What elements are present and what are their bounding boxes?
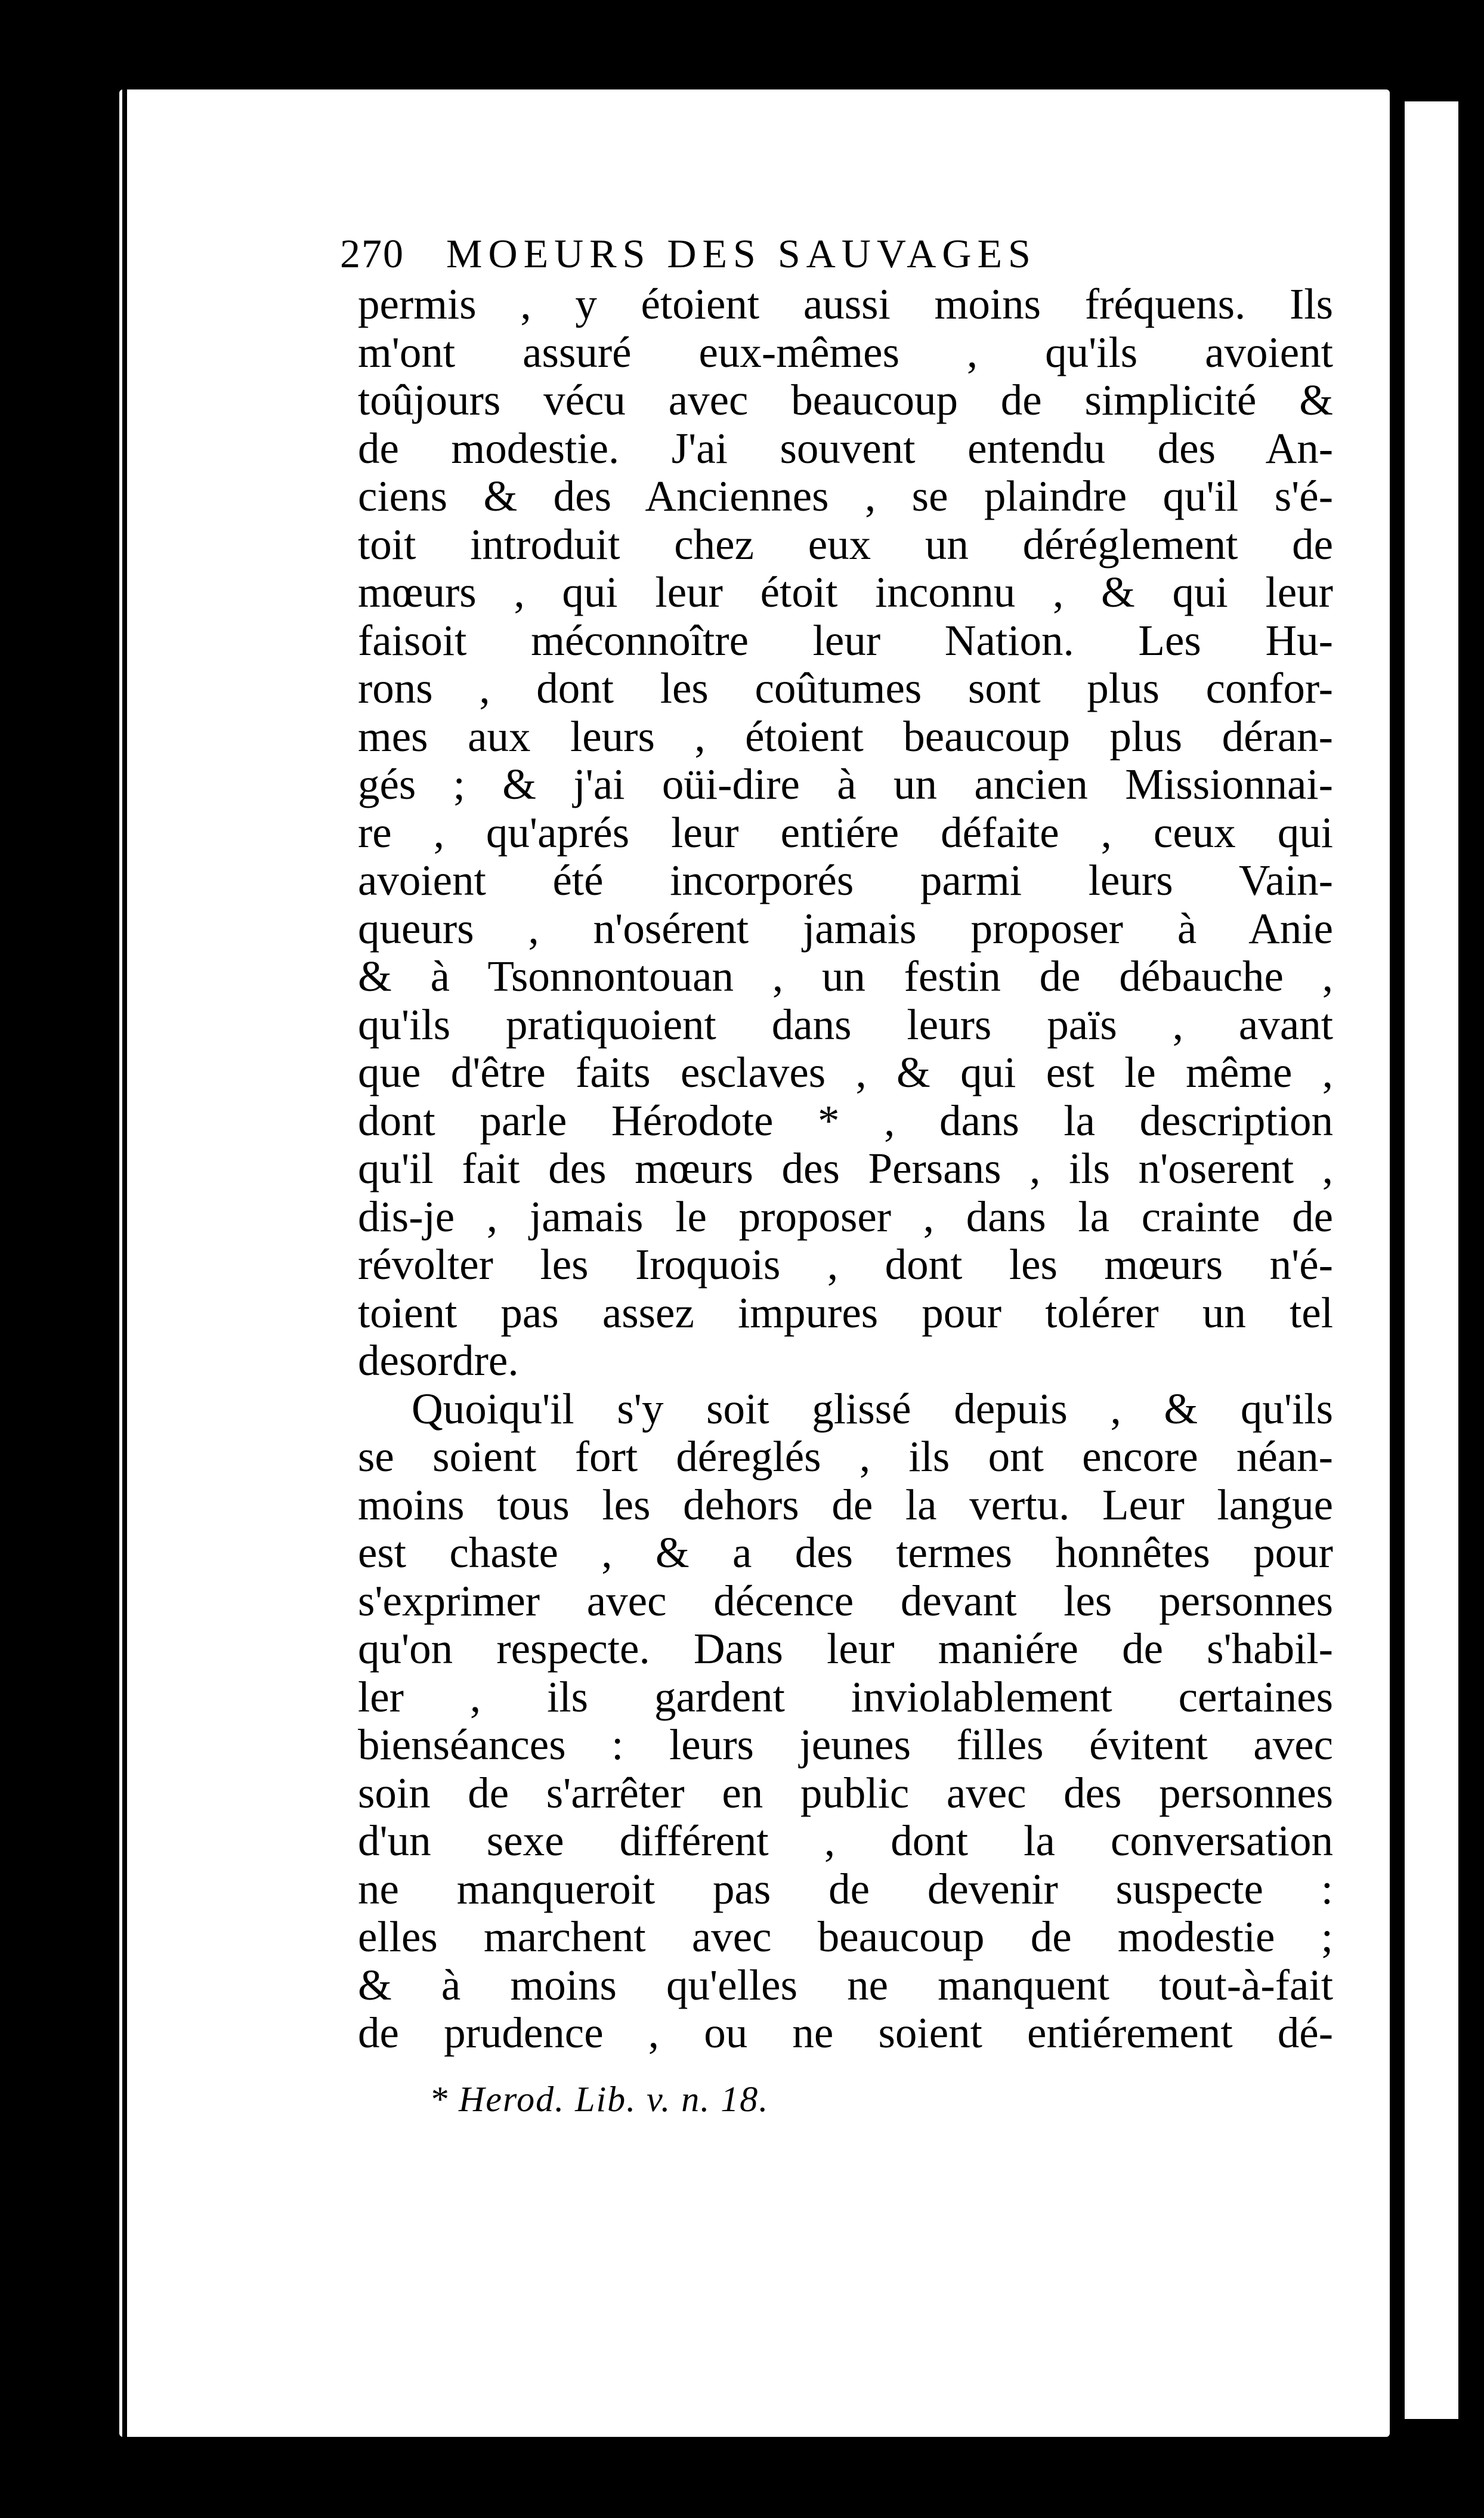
text-line: ler , ils gardent inviolablement certaines [358, 1673, 1333, 1721]
text-line: d'un sexe différent , dont la conversation [358, 1817, 1333, 1865]
text-line: dis-je , jamais le proposer , dans la crainte de [358, 1192, 1333, 1241]
text-line: soin de s'arrêter en public avec des personnes [358, 1769, 1333, 1817]
text-line: gés ; & j'ai oüi-dire à un ancien Missionnai- [358, 761, 1333, 808]
text-line: mœurs , qui leur étoit inconnu , & qui leur [358, 569, 1333, 616]
text-line: faisoit méconnoître leur Nation. Les Hu- [358, 616, 1333, 665]
text-line: ne manqueroit pas de devenir suspecte : [358, 1865, 1333, 1913]
running-title: MOEURS DES SAUVAGES [446, 230, 1037, 276]
text-line: qu'on respecte. Dans leur maniére de s'habil- [358, 1625, 1333, 1673]
text-line: de prudence , ou ne soient entiérement dé- [358, 2009, 1333, 2057]
text-line: s'exprimer avec décence devant les personnes [358, 1577, 1333, 1625]
page-header [340, 227, 1342, 280]
text-line: ciens & des Anciennes , se plaindre qu'il s'é- [358, 472, 1333, 520]
paragraph-start-line: Quoiqu'il s'y soit glissé depuis , & qu'ils [412, 1385, 1333, 1433]
text-line: elles marchent avec beaucoup de modestie ; [358, 1913, 1333, 1961]
text-line: se soient fort déreglés , ils ont encore néan- [358, 1433, 1333, 1481]
text-line: toit introduit chez eux un déréglement de [358, 520, 1333, 569]
text-line: révolter les Iroquois , dont les mœurs n'é- [358, 1241, 1333, 1289]
text-line: & à moins qu'elles ne manquent tout-à-fait [358, 1961, 1333, 2009]
text-line: queurs , n'osérent jamais proposer à Anie [358, 904, 1333, 953]
text-line: mes aux leurs , étoient beaucoup plus déran- [358, 712, 1333, 761]
text-line: toient pas assez impures pour tolérer un tel [358, 1289, 1333, 1337]
text-line: permis , y étoient aussi moins fréquens. Ils [358, 280, 1333, 328]
footnote: * Herod. Lib. v. n. 18. [429, 2080, 769, 2119]
text-line: avoient été incorporés parmi leurs Vain- [358, 857, 1333, 904]
text-line: dont parle Hérodote * , dans la description [358, 1096, 1333, 1145]
text-line: que d'être faits esclaves , & qui est le même , [358, 1049, 1333, 1096]
text-line: est chaste , & a des termes honnêtes pour [358, 1529, 1333, 1577]
next-page-edge [1405, 101, 1458, 2419]
text-line: moins tous les dehors de la vertu. Leur langue [358, 1481, 1333, 1529]
text-line: rons , dont les coûtumes sont plus confor- [358, 665, 1333, 712]
text-line: de modestie. J'ai souvent entendu des An- [358, 424, 1333, 472]
text-line: qu'ils pratiquoient dans leurs païs , avant [358, 1000, 1333, 1049]
paragraph-end-line: desordre. [358, 1337, 519, 1385]
text-line: toûjours vécu avec beaucoup de simplicité & [358, 376, 1333, 424]
text-line: bienséances : leurs jeunes filles évitent avec [358, 1721, 1333, 1769]
text-line: m'ont assuré eux-mêmes , qu'ils avoient [358, 328, 1333, 376]
text-line: & à Tsonnontouan , un festin de débauche , [358, 953, 1333, 1000]
text-line: qu'il fait des mœurs des Persans , ils n'oserent , [358, 1145, 1333, 1192]
page-number: 270 [340, 230, 404, 276]
page-gutter-shadow [122, 84, 127, 2440]
text-line: re , qu'aprés leur entiére défaite , ceux qui [358, 808, 1333, 857]
body-text [358, 280, 1333, 2057]
